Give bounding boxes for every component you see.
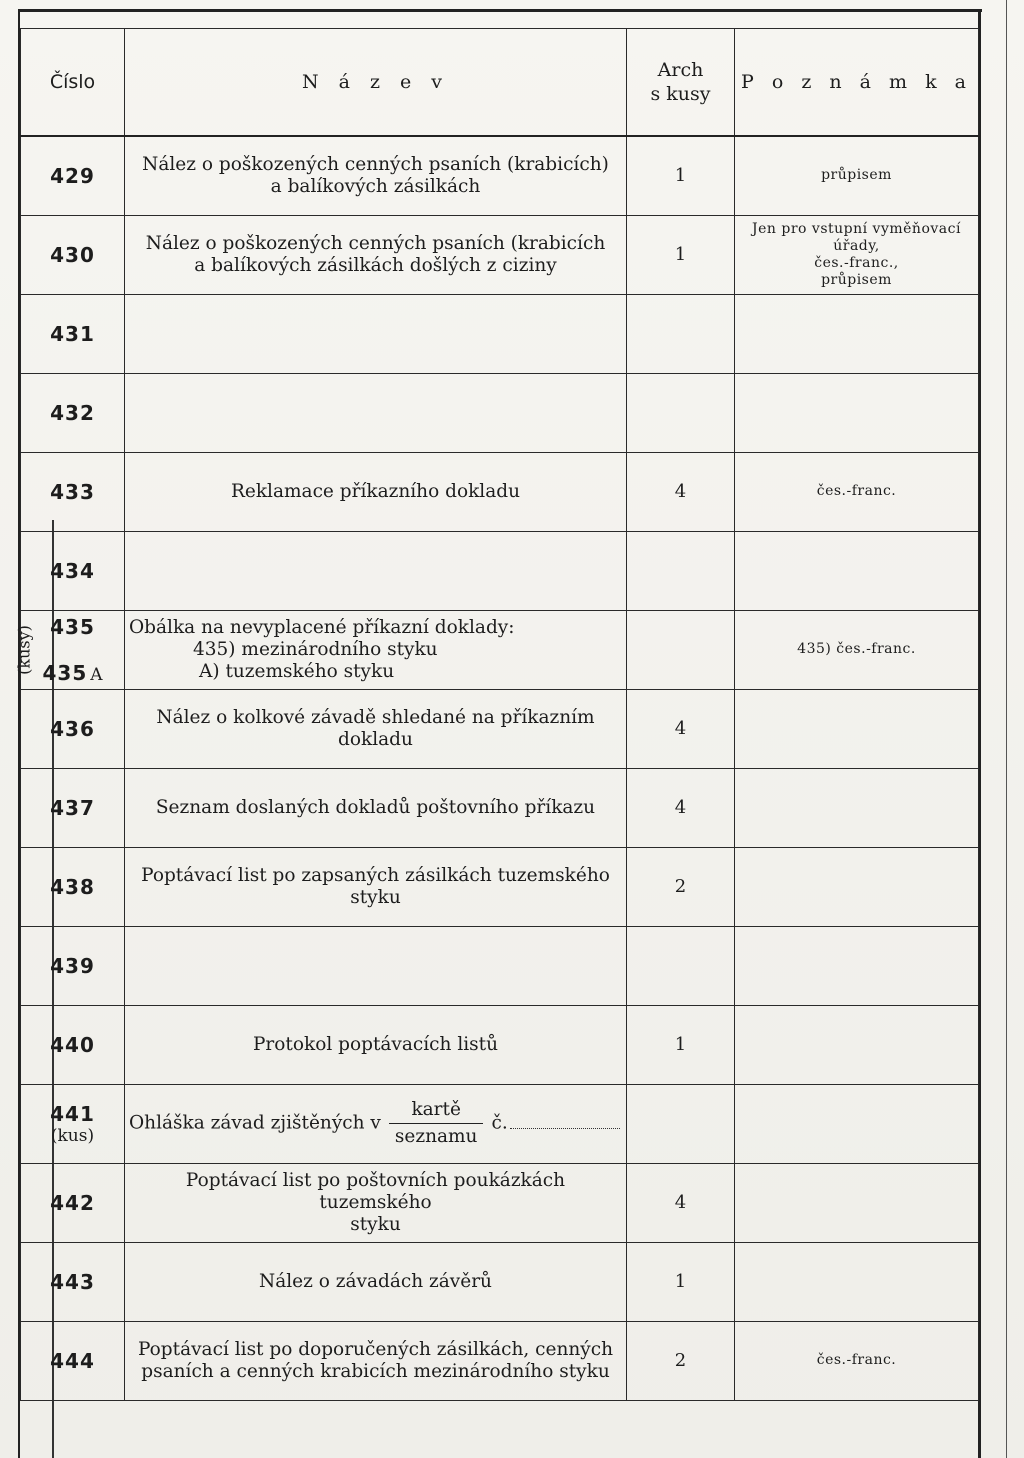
form-name-line: Poptávací list po doporučených zásilkách, cenných [137, 1338, 614, 1360]
note-cell [735, 1242, 979, 1321]
note-cell [735, 768, 979, 847]
arch-count [627, 531, 735, 610]
note-cell [735, 1005, 979, 1084]
form-number: 429 [50, 163, 95, 188]
form-number-cell [21, 1005, 125, 1084]
form-number: 438 [50, 874, 95, 899]
form-number: 444 [50, 1348, 95, 1373]
arch-count: 1 [627, 136, 735, 215]
arch-count: 1 [627, 1005, 735, 1084]
form-name-cell [125, 136, 627, 215]
form-name-fraction [389, 1099, 484, 1148]
form-number-cell [21, 768, 125, 847]
table-row [21, 1084, 979, 1163]
frame-border-right-outer [1006, 0, 1007, 1458]
note-cell [735, 215, 979, 294]
form-number-cell [21, 1242, 125, 1321]
arch-count: 1 [627, 215, 735, 294]
header-poznamka: P o z n á m k a [735, 29, 979, 137]
form-name-line: Nález o poškozených cenných psaních (krabicích) [142, 153, 609, 175]
form-name-line: Nález o kolkové závadě shledané na příkazním [156, 706, 595, 728]
side-label-kusy: (kusy) [14, 624, 34, 675]
table-row [21, 215, 979, 294]
form-number-cell [21, 294, 125, 373]
table-row [21, 531, 979, 610]
form-number-cell [21, 1163, 125, 1242]
note-cell [735, 847, 979, 926]
note-cell [735, 926, 979, 1005]
form-name-line: Poptávací list po poštovních poukázkách tuzemského [185, 1169, 566, 1213]
form-number-variant-value: 435 [42, 660, 88, 685]
note-cell [735, 531, 979, 610]
header-nazev: N á z e v [125, 29, 627, 137]
form-name-cell [125, 373, 627, 452]
form-number: 442 [50, 1190, 95, 1215]
note-line: 435) čes.-franc. [797, 641, 916, 657]
header-cislo: Číslo [21, 29, 125, 137]
form-name-line: Seznam doslaných dokladů poštovního příkazu [155, 796, 596, 818]
form-number: 434 [50, 558, 95, 583]
table-row [21, 452, 979, 531]
form-number-cell [21, 215, 125, 294]
form-name-cell [125, 689, 627, 768]
form-name-cell [125, 1084, 627, 1163]
form-name-line: psaních a cenných krabicích mezinárodního styku [141, 1360, 610, 1382]
header-arch [627, 29, 735, 137]
note-cell [735, 136, 979, 215]
table-row [21, 136, 979, 215]
form-number-variant-suffix: A [90, 664, 103, 685]
form-name-cell [125, 1242, 627, 1321]
form-name-line: styku [350, 886, 401, 908]
form-name-line: a balíkových zásilkách došlých z ciziny [194, 254, 557, 276]
form-name-line: Reklamace příkazního dokladu [230, 480, 521, 502]
note-line: Jen pro vstupní vyměňovací [752, 220, 961, 237]
form-name-line: Nález o poškozených cenných psaních (krabicích [145, 232, 606, 254]
form-number: 436 [50, 716, 95, 741]
table-row [21, 768, 979, 847]
arch-count [627, 294, 735, 373]
form-number-variant [25, 661, 120, 685]
table-row [21, 1321, 979, 1400]
form-name-cell [125, 215, 627, 294]
table-row [21, 1005, 979, 1084]
table-row [21, 294, 979, 373]
header-arch-line1: Arch [657, 59, 704, 81]
form-name-suffix: č. [491, 1112, 508, 1134]
form-name-cell [125, 768, 627, 847]
table-row [21, 689, 979, 768]
form-number-cell [21, 689, 125, 768]
table-header-row [21, 29, 979, 137]
form-number-cell [14, 610, 125, 689]
note-line: průpisem [821, 271, 892, 288]
form-number: 440 [50, 1032, 95, 1057]
form-name-line: Protokol poptávacích listů [252, 1033, 499, 1055]
form-number-cell [21, 847, 125, 926]
note-cell [735, 294, 979, 373]
form-number-cell [21, 136, 125, 215]
note-cell [735, 689, 979, 768]
form-number: 431 [50, 321, 95, 346]
note-cell [735, 1321, 979, 1400]
frame-border-top [18, 9, 982, 12]
form-name-prefix: Ohláška závad zjištěných v [129, 1112, 381, 1134]
table-row [21, 847, 979, 926]
note-cell [735, 1163, 979, 1242]
form-number: 443 [50, 1269, 95, 1294]
arch-count [627, 373, 735, 452]
form-number: 435 [50, 614, 95, 639]
table-row [21, 1163, 979, 1242]
form-name-cell [125, 1005, 627, 1084]
arch-count: 4 [627, 689, 735, 768]
arch-count: 1 [627, 1242, 735, 1321]
form-name-line: dokladu [338, 728, 413, 750]
form-number-sub: (kus) [50, 1125, 95, 1146]
form-name-cell [125, 847, 627, 926]
forms-register-table [14, 28, 979, 1401]
form-number: 432 [50, 400, 95, 425]
form-name-cell [125, 610, 627, 689]
table-row [21, 610, 979, 689]
form-number-cell [21, 373, 125, 452]
dotted-fill-line [510, 1128, 620, 1129]
arch-count: 2 [627, 1321, 735, 1400]
fraction-top: kartě [389, 1099, 484, 1124]
form-name-cell [125, 531, 627, 610]
form-name-line: A) tuzemského styku [199, 660, 395, 682]
note-line: čes.-franc. [816, 483, 897, 499]
form-number-cell [21, 531, 125, 610]
note-cell [735, 610, 979, 689]
arch-count: 4 [627, 768, 735, 847]
form-name-cell [125, 452, 627, 531]
arch-count: 2 [627, 847, 735, 926]
form-number: 430 [50, 242, 95, 267]
note-line: úřady, [833, 237, 880, 254]
form-number-cell [21, 926, 125, 1005]
form-name-cell [125, 926, 627, 1005]
note-cell [735, 1084, 979, 1163]
arch-count: 4 [627, 1163, 735, 1242]
form-name-line: styku [350, 1213, 401, 1235]
form-number-cell [21, 1321, 125, 1400]
form-name-line: 435) mezinárodního styku [193, 638, 438, 660]
note-line: čes.-franc. [816, 1352, 897, 1368]
form-number-cell [21, 452, 125, 531]
table-row [21, 926, 979, 1005]
arch-count [627, 926, 735, 1005]
note-line: čes.-franc., [814, 254, 899, 271]
form-name-cell [125, 1321, 627, 1400]
form-number: 439 [50, 953, 95, 978]
table-body [14, 136, 979, 1400]
form-number: 437 [50, 795, 95, 820]
form-number: 441 [50, 1101, 95, 1126]
form-number-cell [21, 1084, 125, 1163]
form-name-line: Poptávací list po zapsaných zásilkách tuzemského [141, 864, 610, 886]
table-row [21, 373, 979, 452]
form-name-cell [125, 1163, 627, 1242]
form-number: 433 [50, 479, 95, 504]
arch-count [627, 610, 735, 689]
form-name-line: Nález o závadách závěrů [259, 1270, 492, 1292]
header-arch-line2: s kusy [650, 83, 711, 105]
form-name-cell [125, 294, 627, 373]
table-row [21, 1242, 979, 1321]
form-name-line: a balíkových zásilkách [270, 175, 481, 197]
arch-count [627, 1084, 735, 1163]
fraction-bottom: seznamu [394, 1126, 478, 1147]
note-cell [735, 373, 979, 452]
arch-count: 4 [627, 452, 735, 531]
note-line: průpisem [821, 167, 892, 184]
note-cell [735, 452, 979, 531]
form-name-line: Obálka na nevyplacené příkazní doklady: [129, 616, 515, 638]
